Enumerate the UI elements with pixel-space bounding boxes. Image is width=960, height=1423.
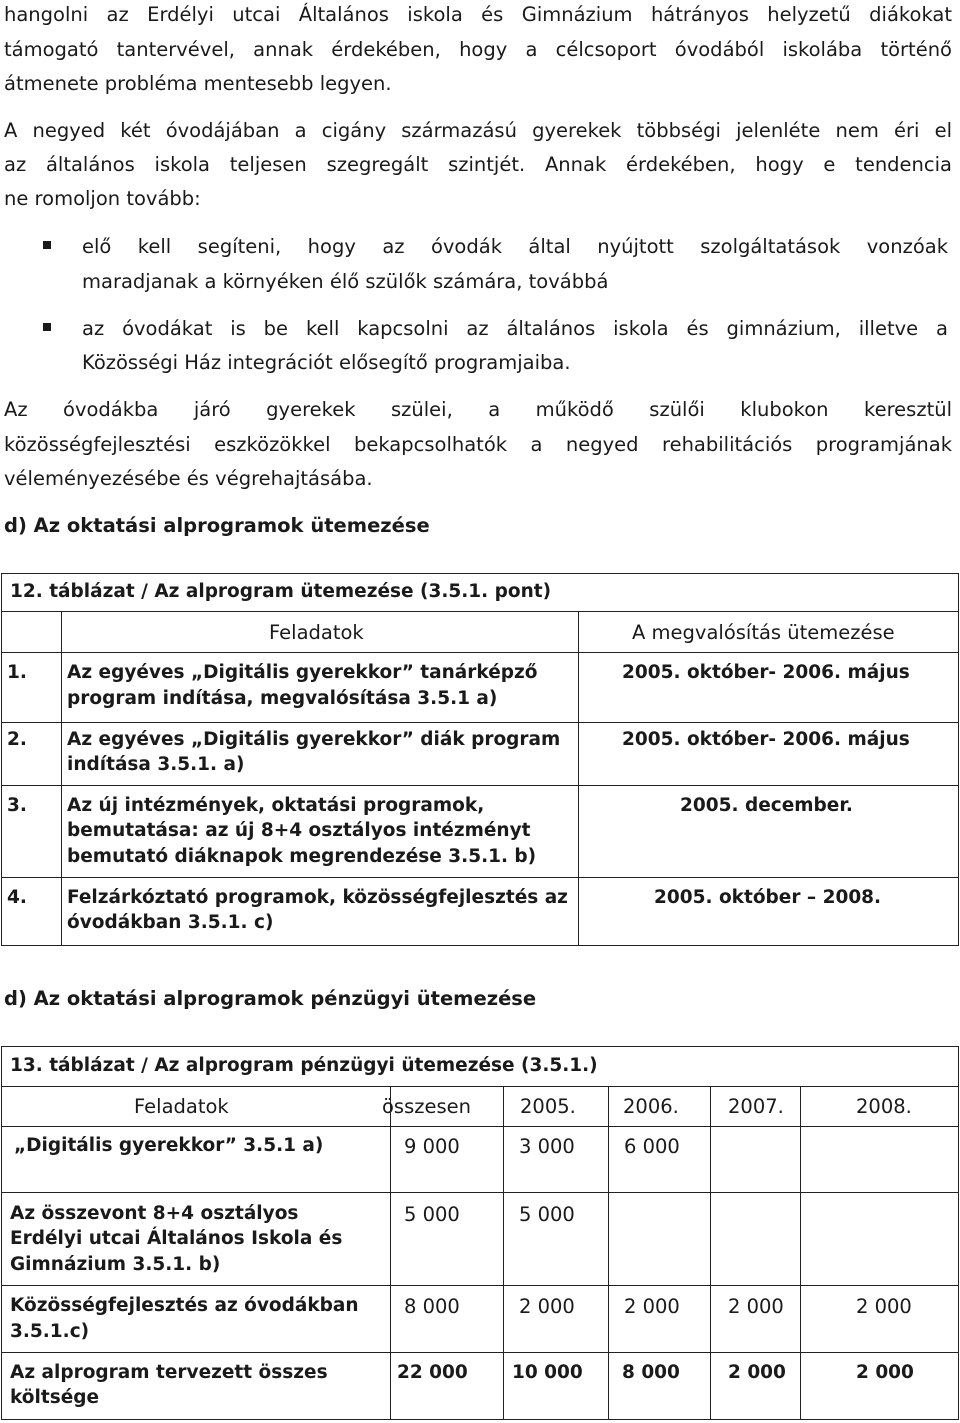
schedule-cell: 2005. október- 2006. május bbox=[622, 729, 910, 750]
value-cell: 5 000 bbox=[519, 1203, 575, 1226]
task-cell: 3.5.1.c) bbox=[10, 1321, 90, 1342]
task-cell: Közösségfejlesztés az óvodákban bbox=[10, 1295, 359, 1316]
task-cell: költsége bbox=[10, 1387, 100, 1408]
column-header: A megvalósítás ütemezése bbox=[632, 621, 895, 644]
square-bullet-icon bbox=[43, 323, 51, 331]
task-cell: Felzárkóztató programok, közösségfejlesztés az bbox=[67, 887, 568, 908]
text-line: véleményezésébe és végrehajtásába. bbox=[4, 467, 373, 490]
value-cell: 6 000 bbox=[624, 1135, 680, 1158]
column-header: 2008. bbox=[856, 1095, 912, 1118]
task-cell: bemutatása: az új 8+4 osztályos intézményt bbox=[67, 820, 531, 841]
square-bullet-icon bbox=[43, 241, 51, 249]
task-cell: Az új intézmények, oktatási programok, bbox=[67, 795, 485, 816]
column-header: összesen bbox=[382, 1095, 471, 1118]
value-cell: 8 000 bbox=[622, 1362, 680, 1383]
schedule-cell: 2005. október- 2006. május bbox=[622, 662, 910, 683]
task-cell: program indítása, megvalósítása 3.5.1 a) bbox=[67, 688, 498, 709]
row-number: 3. bbox=[7, 795, 27, 816]
value-cell: 2 000 bbox=[519, 1295, 575, 1318]
table-caption: 12. táblázat / Az alprogram ütemezése (3.5.1. pont) bbox=[10, 581, 552, 602]
task-cell: Az egyéves „Digitális gyerekkor” tanárképző bbox=[67, 662, 538, 683]
row-number: 1. bbox=[7, 662, 27, 683]
column-header: Feladatok bbox=[134, 1095, 229, 1118]
column-header: Feladatok bbox=[269, 621, 364, 644]
text-line: közösségfejlesztési eszközökkel bekapcsolhatók a negyed rehabilitációs programjának bbox=[4, 433, 952, 456]
text-line: hangolni az Erdélyi utcai Általános iskola és Gimnázium hátrányos helyzetű diákokat bbox=[4, 3, 952, 26]
task-cell: bemutató diáknapok megrendezése 3.5.1. b) bbox=[67, 846, 537, 867]
task-cell: óvodákban 3.5.1. c) bbox=[67, 912, 274, 933]
table-caption: 13. táblázat / Az alprogram pénzügyi ütemezése (3.5.1.) bbox=[10, 1055, 598, 1076]
task-cell: „Digitális gyerekkor” 3.5.1 a) bbox=[14, 1135, 324, 1156]
task-cell: Az egyéves „Digitális gyerekkor” diák program bbox=[67, 729, 561, 750]
value-cell: 5 000 bbox=[404, 1203, 460, 1226]
schedule-cell: 2005. október – 2008. bbox=[654, 887, 882, 908]
text-line: Az óvodákba járó gyerekek szülei, a működő szülői klubokon keresztül bbox=[4, 398, 952, 421]
task-cell: Gimnázium 3.5.1. b) bbox=[10, 1254, 221, 1275]
task-cell: indítása 3.5.1. a) bbox=[67, 754, 245, 775]
value-cell: 2 000 bbox=[856, 1362, 914, 1383]
bullet-text-line: Közösségi Ház integrációt elősegítő programjaiba. bbox=[82, 351, 571, 374]
value-cell: 2 000 bbox=[624, 1295, 680, 1318]
value-cell: 10 000 bbox=[512, 1362, 583, 1383]
row-number: 2. bbox=[7, 729, 27, 750]
value-cell: 2 000 bbox=[728, 1295, 784, 1318]
column-header: 2006. bbox=[623, 1095, 679, 1118]
value-cell: 2 000 bbox=[728, 1362, 786, 1383]
row-number: 4. bbox=[7, 887, 27, 908]
column-header: 2007. bbox=[728, 1095, 784, 1118]
bullet-text-line: az óvodákat is be kell kapcsolni az általános iskola és gimnázium, illetve a bbox=[82, 317, 948, 340]
bullet-text-line: maradjanak a környéken élő szülők számára, továbbá bbox=[82, 270, 609, 293]
column-header: 2005. bbox=[520, 1095, 576, 1118]
text-line: támogató tantervével, annak érdekében, hogy a célcsoport óvodából iskolába történő bbox=[4, 38, 952, 61]
schedule-cell: 2005. december. bbox=[680, 795, 853, 816]
text-line: A negyed két óvodájában a cigány származású gyerekek többségi jelenléte nem éri el bbox=[4, 119, 952, 142]
value-cell: 8 000 bbox=[404, 1295, 460, 1318]
value-cell: 3 000 bbox=[519, 1135, 575, 1158]
section-heading: d) Az oktatási alprogramok pénzügyi ütemezése bbox=[4, 987, 537, 1010]
text-line: átmenete probléma mentesebb legyen. bbox=[4, 72, 392, 95]
value-cell: 2 000 bbox=[856, 1295, 912, 1318]
text-line: ne romoljon tovább: bbox=[4, 187, 201, 210]
section-heading: d) Az oktatási alprogramok ütemezése bbox=[4, 514, 430, 537]
task-cell: Az alprogram tervezett összes bbox=[10, 1362, 328, 1383]
bullet-text-line: elő kell segíteni, hogy az óvodák által nyújtott szolgáltatások vonzóak bbox=[82, 235, 948, 258]
task-cell: Az összevont 8+4 osztályos bbox=[10, 1203, 299, 1224]
value-cell: 9 000 bbox=[404, 1135, 460, 1158]
value-cell: 22 000 bbox=[397, 1362, 468, 1383]
text-line: az általános iskola teljesen szegregált szintjét. Annak érdekében, hogy e tendencia bbox=[4, 153, 952, 176]
task-cell: Erdélyi utcai Általános Iskola és bbox=[10, 1228, 343, 1249]
